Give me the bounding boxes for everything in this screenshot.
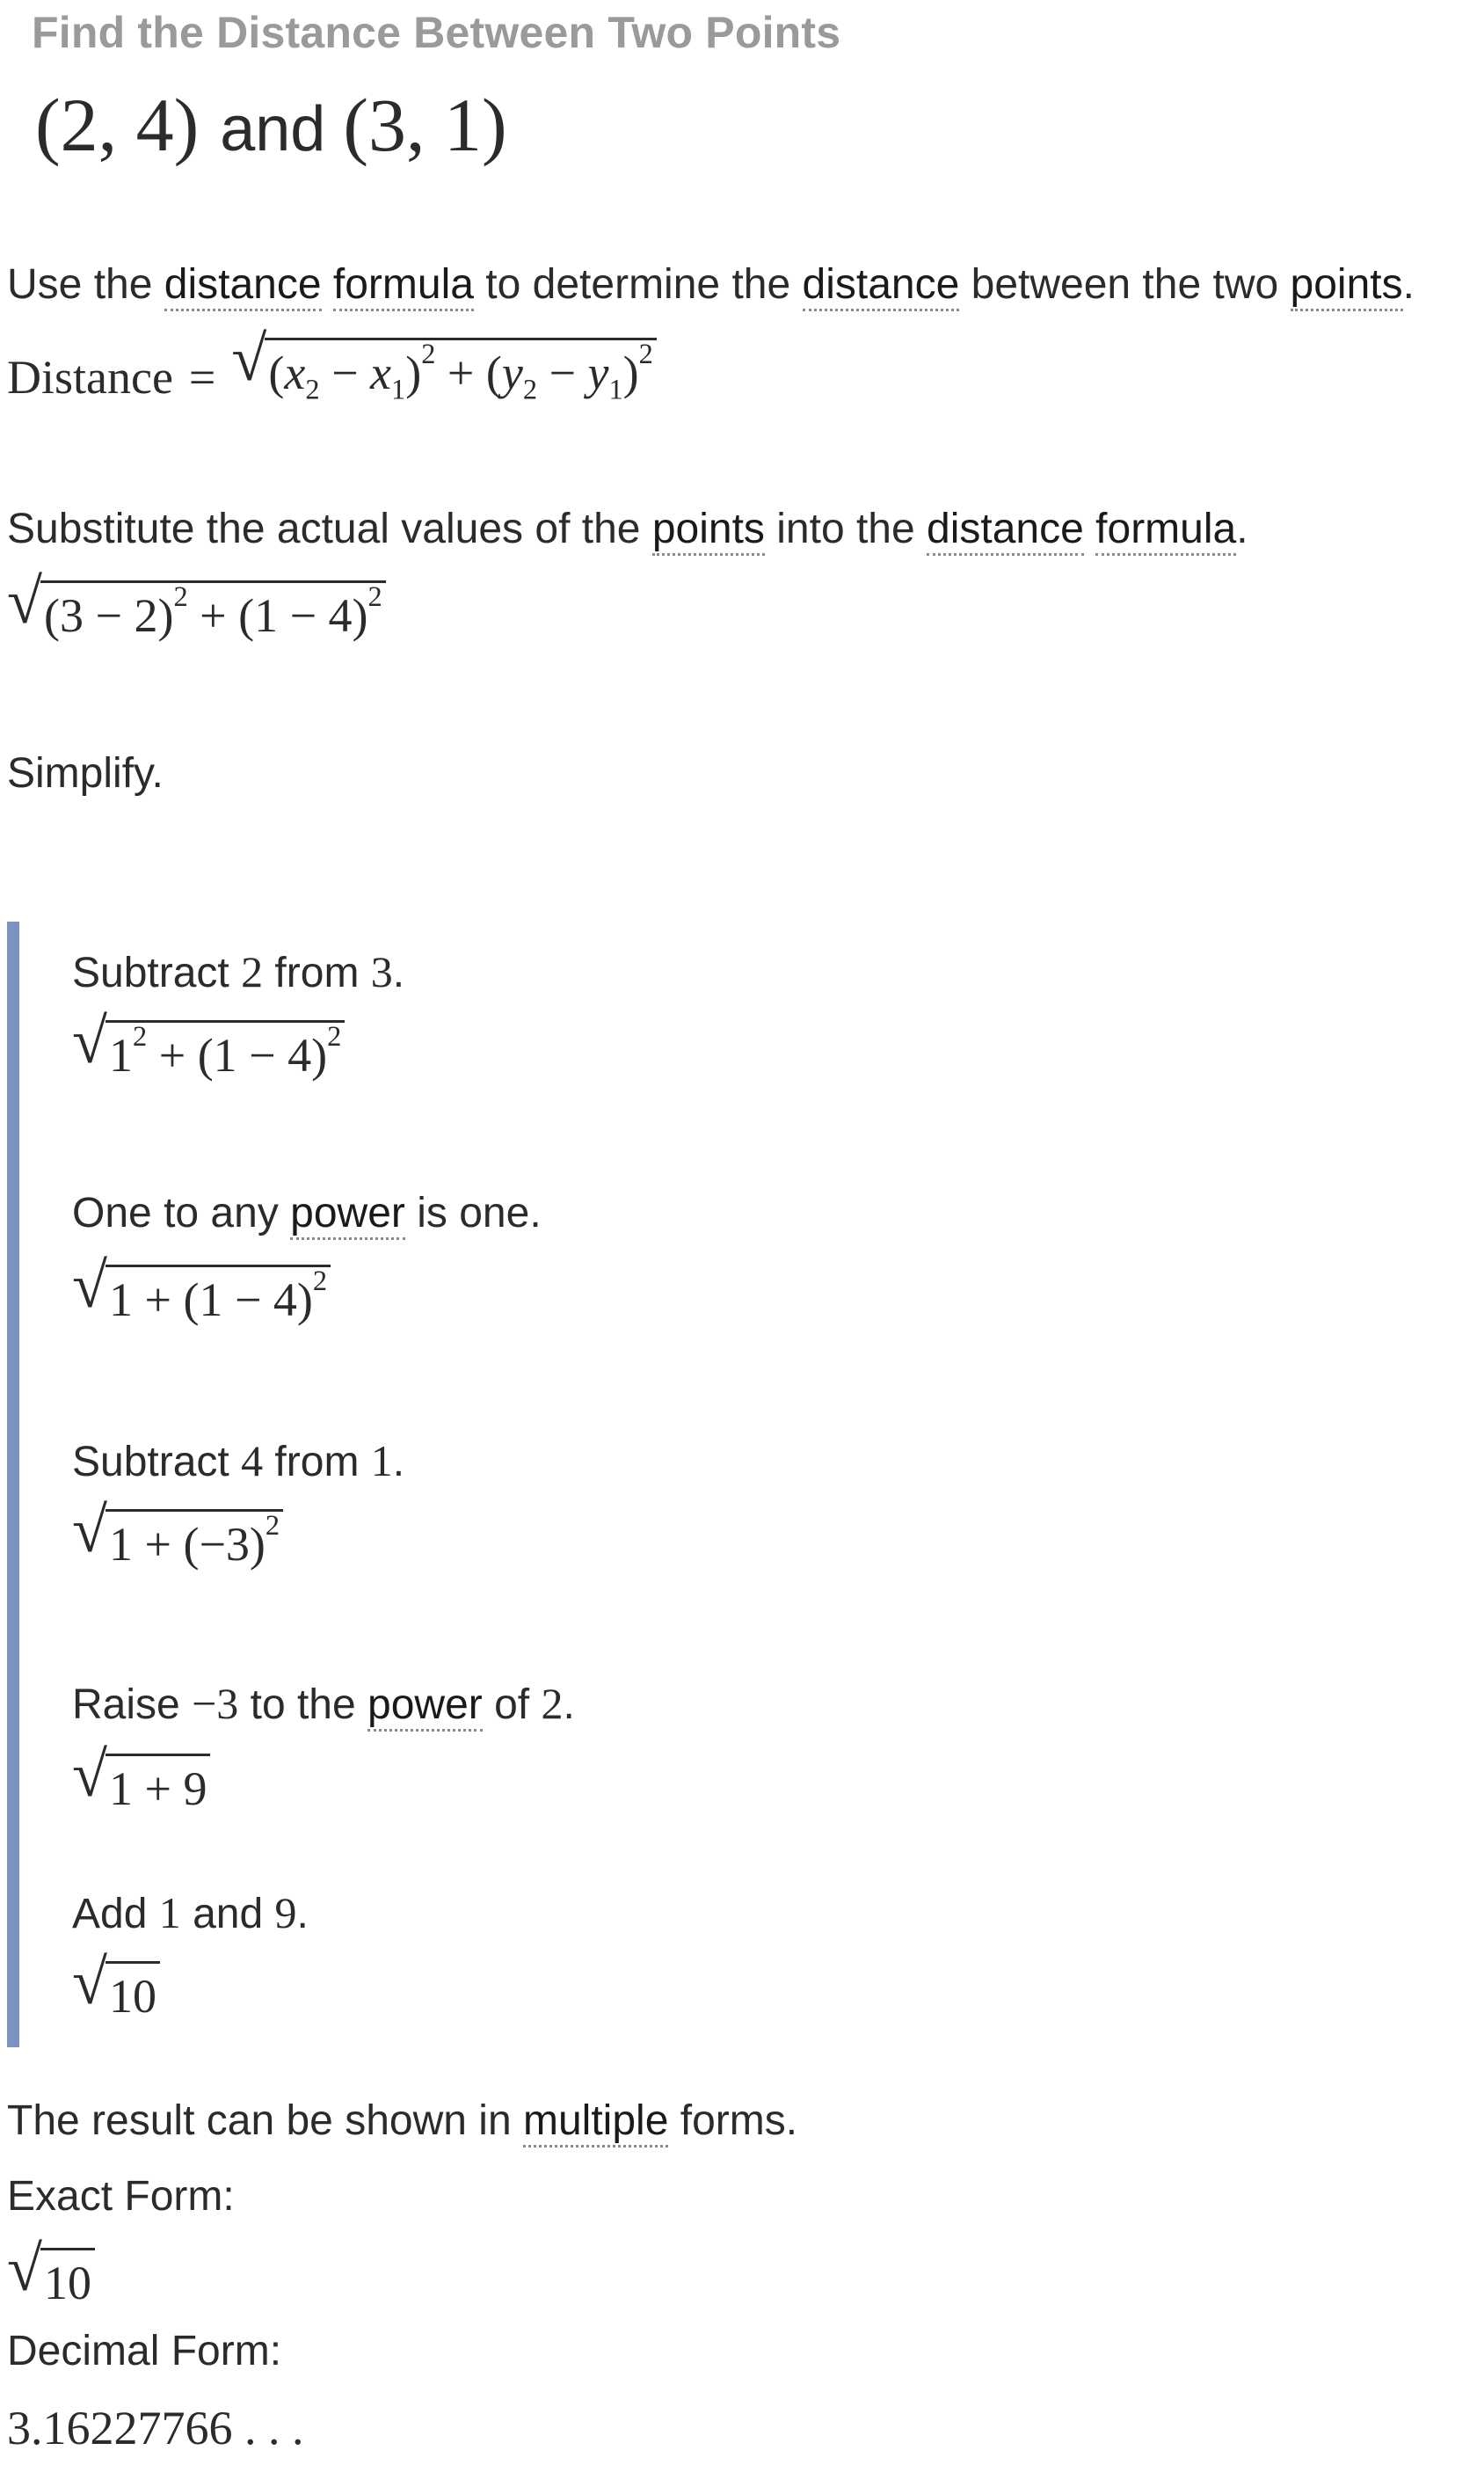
- exponent: 2: [173, 580, 188, 613]
- substep-radicand: [105, 1265, 331, 1326]
- sqrt-icon: √: [72, 1005, 108, 1076]
- var-x: x: [284, 346, 306, 399]
- substituted-sqrt: [7, 565, 386, 642]
- term-a: (3 − 2): [44, 589, 174, 642]
- problem-expression: [35, 81, 507, 169]
- step-intro-part: to determine the: [473, 261, 803, 308]
- exact-form-value: [7, 2233, 95, 2309]
- substep-text-part: Subtract: [72, 950, 242, 996]
- exact-sqrt: [7, 2233, 95, 2309]
- substep-2-expression: [72, 1250, 331, 1326]
- simplify-label: Simplify.: [7, 750, 164, 797]
- sqrt-icon: √: [7, 2233, 43, 2304]
- term-a: 1: [109, 1029, 134, 1082]
- step-substitute-part: Substitute the actual values of the: [7, 506, 652, 552]
- term-power-link[interactable]: power: [367, 1681, 483, 1732]
- substep-1-text: [72, 946, 404, 997]
- substep-number: 2: [241, 947, 264, 996]
- substep-sqrt: [72, 1250, 331, 1326]
- exact-radicand: 10: [40, 2248, 95, 2309]
- var-y: y: [587, 346, 609, 399]
- substep-text-part: from: [263, 1439, 371, 1485]
- formula-equals: =: [188, 351, 216, 404]
- substep-number: 1: [158, 1888, 181, 1937]
- subscript: 1: [608, 374, 623, 406]
- exact-form-label: Exact Form:: [7, 2173, 235, 2220]
- substep-text-part: and: [180, 1891, 275, 1937]
- exponent: 2: [327, 1020, 342, 1053]
- point-two: (3, 1): [343, 83, 507, 167]
- result-text: [7, 2097, 797, 2145]
- term-multiple-link[interactable]: multiple: [523, 2097, 668, 2148]
- sqrt-icon: √: [231, 323, 267, 394]
- plus-sign: +: [144, 1518, 171, 1571]
- term-distance-link[interactable]: distance: [927, 506, 1084, 556]
- sqrt-icon: √: [7, 565, 43, 637]
- formula-radicand: $(x_2 - x_1)^2 + (y_2 - y_1)^2$: [265, 338, 656, 399]
- decimal-form-value: 3.16227766 . . .: [7, 2402, 304, 2454]
- step-intro-text: [7, 260, 1415, 309]
- step-intro-part: between the two: [959, 261, 1291, 308]
- term-b: (−3): [183, 1518, 266, 1571]
- sqrt-icon: √: [72, 1946, 108, 2017]
- problem-connector: and: [220, 94, 326, 164]
- simplify-block-bar: [7, 922, 19, 2047]
- term-b: (1 − 4): [183, 1273, 313, 1326]
- substep-number: 4: [241, 1436, 264, 1485]
- exponent: 2: [638, 338, 653, 370]
- subscript: 1: [391, 374, 406, 406]
- substep-radicand: 1 + 9: [105, 1754, 210, 1815]
- exponent: 2: [312, 1265, 328, 1297]
- minus-sign: −: [331, 346, 359, 399]
- term-b: (1 − 4): [238, 589, 368, 642]
- sqrt-icon: √: [72, 1494, 108, 1565]
- substep-3-text: [72, 1435, 404, 1486]
- substep-1-expression: [72, 1005, 345, 1082]
- substep-radicand: 10: [105, 1961, 160, 2023]
- substep-text-part: is one.: [404, 1190, 542, 1236]
- substep-sqrt: [72, 1739, 210, 1815]
- substep-text-part: .: [392, 1439, 405, 1485]
- substep-text-part: .: [296, 1891, 309, 1937]
- subscript: 2: [305, 374, 320, 406]
- substep-number: −3: [192, 1679, 239, 1728]
- step-substitute-text: [7, 505, 1248, 553]
- substep-number: 2: [541, 1679, 564, 1728]
- substep-radicand: [105, 1020, 345, 1082]
- substep-2-text: [72, 1189, 542, 1237]
- substep-text-part: Subtract: [72, 1439, 242, 1485]
- substep-text-part: One to any: [72, 1190, 291, 1236]
- term-points-link[interactable]: points: [652, 506, 765, 556]
- term-formula-link[interactable]: formula: [333, 261, 474, 311]
- substituted-radicand: [40, 580, 386, 642]
- result-text-part: The result can be shown in: [7, 2097, 523, 2144]
- substep-4-expression: [72, 1739, 210, 1815]
- substituted-expression: [7, 565, 386, 642]
- substep-text-part: .: [563, 1681, 575, 1728]
- substep-4-text: [72, 1678, 575, 1729]
- result-text-part: forms.: [668, 2097, 798, 2144]
- substep-number: 9: [274, 1888, 297, 1937]
- term-a: 1: [109, 1273, 134, 1326]
- formula-lhs: Distance: [7, 351, 173, 404]
- term-distance-link[interactable]: distance: [803, 261, 960, 311]
- term-formula-link[interactable]: formula: [1095, 506, 1236, 556]
- term-power-link[interactable]: power: [290, 1190, 405, 1240]
- term-b: (1 − 4): [197, 1029, 328, 1082]
- point-one: (2, 4): [35, 83, 200, 167]
- plus-sign: +: [200, 589, 227, 642]
- step-substitute-part: into the: [764, 506, 928, 552]
- substep-5-expression: [72, 1946, 160, 2023]
- plus-sign: +: [447, 346, 475, 399]
- step-intro-part: Use the: [7, 261, 164, 308]
- decimal-form-label: Decimal Form:: [7, 2328, 282, 2374]
- var-x: x: [370, 346, 391, 399]
- distance-formula: [7, 323, 657, 406]
- plus-sign: +: [144, 1273, 171, 1326]
- exponent: 2: [367, 580, 382, 613]
- substep-sqrt: [72, 1946, 160, 2023]
- sqrt-icon: √: [72, 1250, 108, 1321]
- substep-text-part: Add: [72, 1891, 159, 1937]
- term-a: 1: [109, 1518, 134, 1571]
- formula-sqrt: [231, 323, 656, 406]
- substep-text-part: to the: [238, 1681, 368, 1728]
- substep-sqrt: [72, 1494, 283, 1571]
- substep-5-text: [72, 1887, 309, 1938]
- substep-radicand: [105, 1509, 283, 1571]
- page-title: Find the Distance Between Two Points: [32, 8, 841, 57]
- substep-3-expression: [72, 1494, 283, 1571]
- term-distance-link[interactable]: distance: [164, 261, 322, 311]
- plus-sign: +: [158, 1029, 186, 1082]
- substep-sqrt: [72, 1005, 345, 1082]
- subscript: 2: [522, 374, 538, 406]
- substep-number: 1: [370, 1436, 393, 1485]
- term-points-link[interactable]: points: [1291, 261, 1403, 311]
- substep-number: 3: [370, 947, 393, 996]
- step-substitute-part: .: [1236, 506, 1248, 552]
- exponent: 2: [421, 338, 436, 370]
- var-y: y: [501, 346, 523, 399]
- exponent: 2: [133, 1020, 148, 1053]
- substep-text-part: from: [263, 950, 371, 996]
- step-intro-part: .: [1402, 261, 1415, 308]
- substep-text-part: of: [482, 1681, 542, 1728]
- substep-text-part: .: [392, 950, 405, 996]
- exponent: 2: [265, 1509, 280, 1542]
- sqrt-icon: √: [72, 1739, 108, 1810]
- substep-text-part: Raise: [72, 1681, 193, 1728]
- minus-sign: −: [549, 346, 576, 399]
